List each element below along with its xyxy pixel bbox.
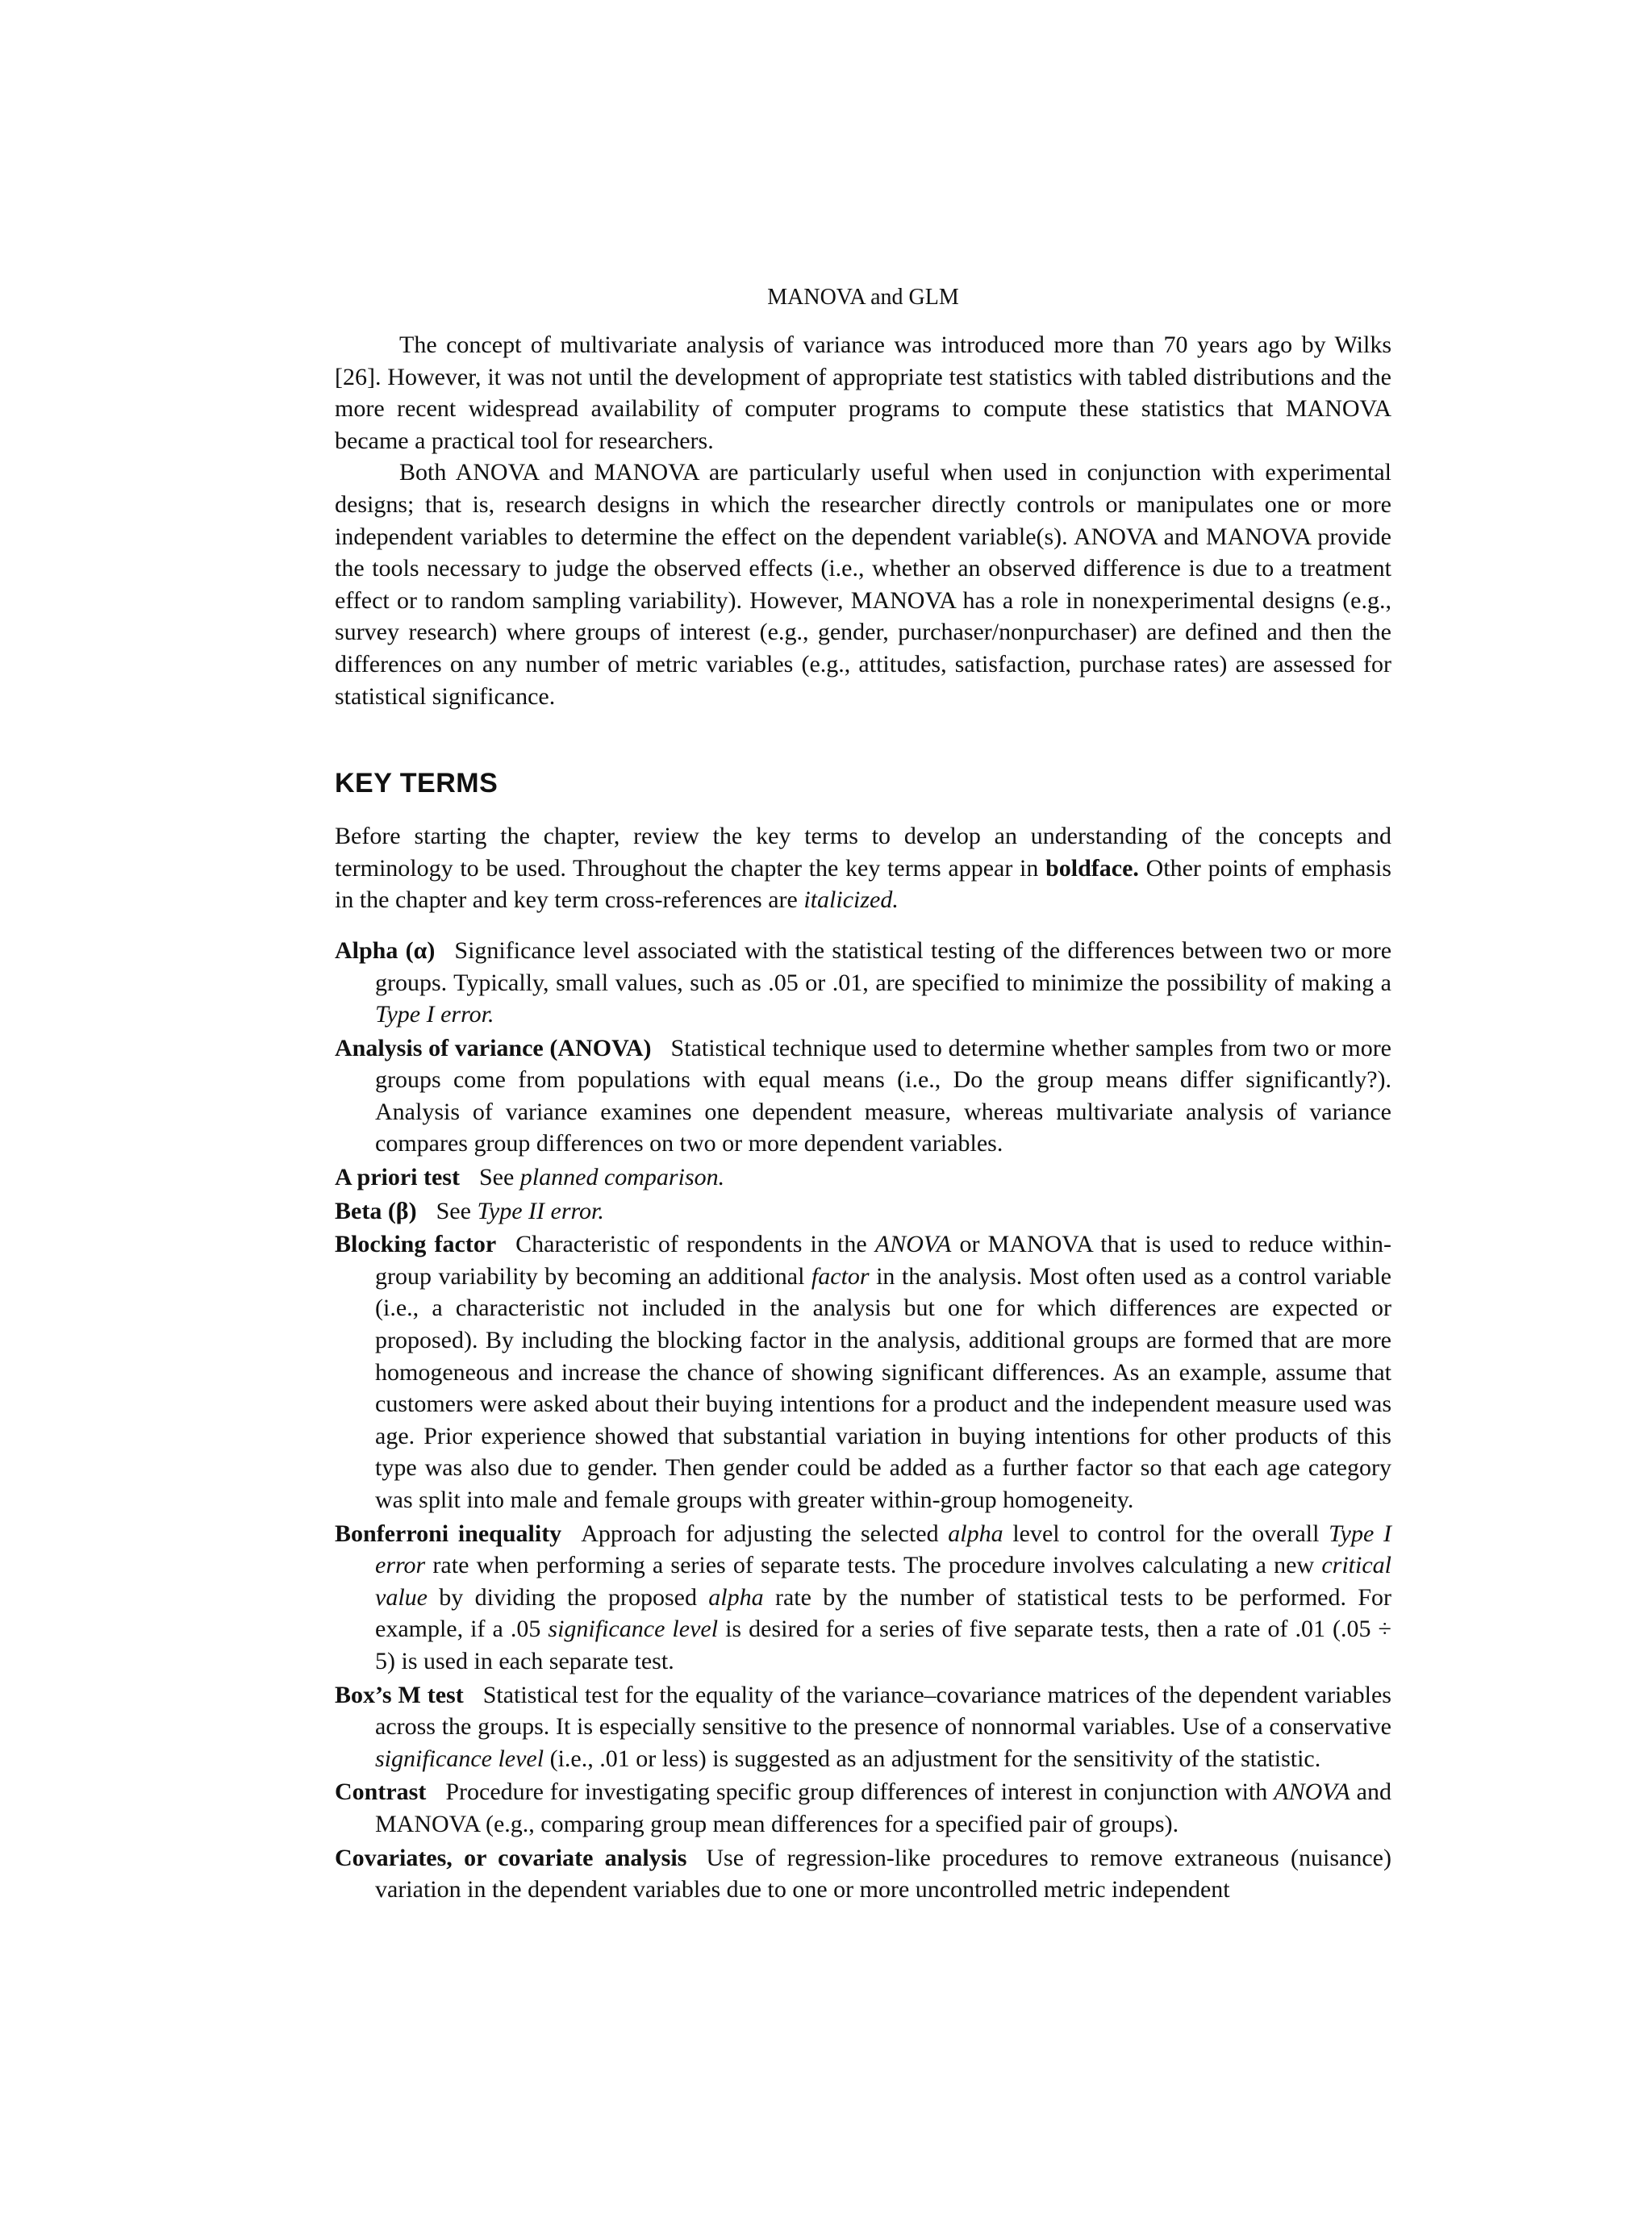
term-definition-italic: planned comparison.	[519, 1164, 725, 1191]
key-term-entry	[335, 1228, 1391, 1516]
intro-paragraph	[335, 820, 1391, 916]
key-term: Alpha (α)	[335, 936, 436, 964]
term-definition-italic: factor	[811, 1262, 870, 1290]
term-definition: in the analysis. Most often used as a control variable (i.e., a characteristic not included in the analysis but one for which differences are expected or proposed). By including the blocking factor in the analysis, additional groups are formed that are more homogeneous and increase the chance of showing significant differences. As an example, assume that customers were asked about their buying intentions for a product and the independent measure used was age. Prior experience showed that substantial variation in buying intentions for other products of this type was also due to gender. Then gender could be added as a further factor so that each age category was split into male and female groups with greater within-group homogeneity.	[375, 1262, 1392, 1513]
term-definition-italic: significance level	[548, 1616, 719, 1643]
key-term-entry	[335, 1518, 1391, 1678]
term-definition: rate by the number of statistical tests to be performed. For example, if a .05	[375, 1583, 1391, 1643]
term-definition-italic: critical value	[375, 1552, 1391, 1611]
key-term-entry	[335, 1679, 1391, 1775]
term-definition: Approach for adjusting the selected	[581, 1520, 949, 1547]
term-definition-italic: Type II error.	[477, 1197, 604, 1224]
document-page	[335, 282, 1391, 1908]
paragraph: The concept of multivariate analysis of variance was introduced more than 70 years ago by Wilks [26]. However, it was not until the development of appropriate test statistics with tabled distributions and the more recent widespread availability of computer programs to compute these statistics that MANOVA became a practical tool for researchers.	[335, 331, 1391, 454]
paragraph: Both ANOVA and MANOVA are particularly useful when used in conjunction with experimental designs; that is, research designs in which the researcher directly controls or manipulates one or more independent variables to determine the effect on the dependent variable(s). ANOVA and MANOVA provide the tools necessary to judge the observed effects (i.e., whether an observed difference is due to a treatment effect or to random sampling variability). However, MANOVA has a role in nonexperimental designs (e.g., survey research) where groups of interest (e.g., gender, purchaser/nonpurchaser) are defined and then the differences on any number of metric variables (e.g., attitudes, satisfaction, purchase rates) are assessed for statistical significance.	[335, 459, 1391, 710]
term-definition-italic: alpha	[708, 1583, 764, 1611]
key-term-entry	[335, 1161, 1391, 1194]
key-term: Covariates, or covariate analysis	[335, 1844, 687, 1871]
term-definition: (i.e., .01 or less) is suggested as an adjustment for the sensitivity of the statistic.	[544, 1745, 1321, 1772]
term-definition-italic: ANOVA	[874, 1231, 952, 1258]
key-term: Analysis of variance (ANOVA)	[335, 1034, 652, 1061]
key-term-entry	[335, 1032, 1391, 1160]
term-definition: by dividing the proposed	[427, 1583, 709, 1611]
key-term-entry	[335, 1195, 1391, 1228]
intro-text: Other points of emphasis in the chapter and key term cross-references are	[335, 854, 1391, 914]
term-definition-italic: significance level	[375, 1745, 544, 1772]
intro-text: Before starting the chapter, review the key terms to develop an understanding of the concepts and terminology to be used. Throughout the chapter the key terms appear in	[335, 823, 1391, 882]
key-term: Contrast	[335, 1778, 427, 1806]
key-term: Box’s M test	[335, 1681, 464, 1708]
term-definition-italic: ANOVA	[1274, 1778, 1350, 1806]
term-definition: rate when performing a series of separate tests. The procedure involves calculating a new	[425, 1552, 1322, 1579]
key-term: Beta (β)	[335, 1197, 417, 1224]
key-term-entry	[335, 935, 1391, 1031]
term-definition: is desired for a series of five separate tests, then a rate of .01 (.05 ÷ 5) is used in each separate test.	[375, 1616, 1392, 1674]
term-definition-italic: alpha	[948, 1520, 1003, 1547]
term-definition: level to control for the overall	[1003, 1520, 1329, 1547]
key-term: A priori test	[335, 1164, 460, 1191]
running-head: MANOVA and GLM	[767, 285, 959, 310]
term-definition-italic: Type I error	[375, 1520, 1391, 1579]
term-definition: Use of regression-like procedures to remove extraneous (nuisance) variation in the dependent variables due to one or more uncontrolled metric independent	[375, 1844, 1391, 1904]
key-term-entry	[335, 1776, 1391, 1840]
key-terms-list	[335, 935, 1391, 1906]
term-definition: Procedure for investigating specific group differences of interest in conjunction with	[445, 1778, 1274, 1806]
key-term-entry	[335, 1842, 1391, 1906]
term-definition: or MANOVA that is used to reduce within-group variability by becoming an additional	[375, 1231, 1392, 1290]
term-definition: Characteristic of respondents in the	[515, 1231, 875, 1258]
term-definition: Statistical test for the equality of the variance–covariance matrices of the dependent variables across the groups. It is especially sensitive to the presence of nonnormal variables. Use of a conservative	[375, 1681, 1391, 1741]
term-definition: Significance level associated with the statistical testing of the differences between two or more groups. Typically, small values, such as .05 or .01, are specified to minimize the possibility of making a	[375, 936, 1392, 996]
key-term: Blocking factor	[335, 1231, 497, 1258]
intro-italic: italicized.	[803, 886, 899, 914]
intro-bold: boldface.	[1045, 854, 1139, 882]
section-heading: KEY TERMS	[335, 768, 499, 799]
key-term: Bonferroni inequality	[335, 1520, 562, 1547]
term-definition: See	[478, 1164, 520, 1191]
term-definition: See	[436, 1197, 478, 1224]
term-definition: Statistical technique used to determine whether samples from two or more groups come from populations with equal means (i.e., Do the group means differ significantly?). Analysis of variance examines one dependent measure, whereas multivariate analysis of variance compares group differences on two or more dependent variables.	[375, 1034, 1391, 1157]
term-definition-italic: Type I error.	[375, 1001, 494, 1028]
term-definition: and MANOVA (e.g., comparing group mean differences for a specified pair of groups).	[375, 1778, 1391, 1837]
